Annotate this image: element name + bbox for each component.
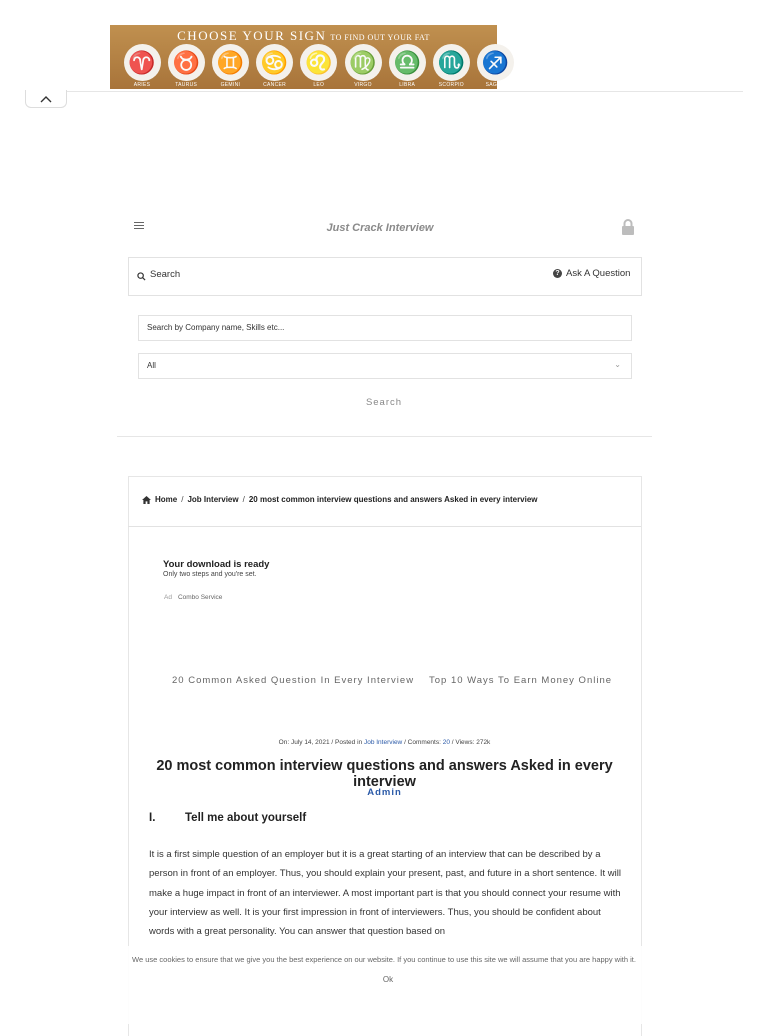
zodiac-sign-label: LEO xyxy=(313,82,325,88)
post-date: On: July 14, 2021 / Posted in xyxy=(278,739,363,746)
ad-title[interactable]: Your download is ready xyxy=(163,559,270,570)
question-heading: Tell me about yourself xyxy=(185,812,307,824)
zodiac-sign-aries[interactable] xyxy=(122,44,162,88)
zodiac-cancer-icon: ♋ xyxy=(256,44,293,81)
divider xyxy=(66,91,743,92)
zodiac-sign-label: ARIES xyxy=(133,82,151,88)
cookie-ok-button[interactable]: Ok xyxy=(382,975,394,984)
previous-post-link[interactable]: 20 Common Asked Question In Every Interview xyxy=(172,675,415,686)
zodiac-sign-label: SAGITT xyxy=(485,82,506,88)
ask-question-label: Ask A Question xyxy=(566,268,631,279)
lock-icon[interactable] xyxy=(621,219,635,240)
comments-count-link[interactable]: 20 xyxy=(442,739,450,746)
cookie-notice-text: We use cookies to ensure that we give you the best experience on our website. If you continue to use this site we will assume that you are happy with it. xyxy=(132,955,636,964)
article-paragraph: It is a first simple question of an employer but it is a great starting of an interview that can be described by a person in front of an employer. Thus, you should explain your present, past, and future in a short sentence. It will make a huge impact in front of an interviewer. A most important part is that you should connect your resume with your interview as well. It is your first impression in front of interviewers. Thus, you should be confident about words with a great personality. You can answer that question based on xyxy=(149,849,621,938)
ad-subtitle: Only two steps and you're set. xyxy=(163,571,257,578)
breadcrumb xyxy=(142,495,538,504)
question-circle-icon: ? xyxy=(553,269,562,278)
zodiac-leo-icon: ♌ xyxy=(300,44,337,81)
category-select-value: All xyxy=(147,361,156,370)
zodiac-banner-ad[interactable] xyxy=(110,25,510,89)
search-toggle[interactable]: Search xyxy=(150,269,181,280)
zodiac-taurus-icon: ♉ xyxy=(168,44,205,81)
zodiac-libra-icon: ♎ xyxy=(389,44,426,81)
breadcrumb-home[interactable]: Home xyxy=(155,495,178,504)
zodiac-sagitt-icon: ♐ xyxy=(477,44,514,81)
next-post-link[interactable]: Top 10 Ways To Earn Money Online xyxy=(429,675,613,686)
company-search-input[interactable] xyxy=(138,315,632,341)
zodiac-sign-label: SCORPIO xyxy=(438,82,464,88)
category-select[interactable] xyxy=(138,353,632,379)
zodiac-scorpio-icon: ♏ xyxy=(433,44,470,81)
chevron-up-icon xyxy=(40,95,52,103)
zodiac-virgo-icon: ♍ xyxy=(345,44,382,81)
banner-title: CHOOSE YOUR SIGN TO FIND OUT YOUR FAT xyxy=(177,28,430,43)
views-count: / Views: 272k xyxy=(451,739,491,746)
zodiac-sign-libra[interactable] xyxy=(387,44,427,88)
zodiac-sign-cancer[interactable] xyxy=(255,44,295,88)
author-link[interactable]: Admin xyxy=(367,787,402,798)
scroll-to-top-button[interactable] xyxy=(25,90,67,108)
zodiac-sign-scorpio[interactable] xyxy=(431,44,471,88)
zodiac-sign-label: TAURUS xyxy=(175,82,198,88)
search-submit-button[interactable]: Search xyxy=(365,397,403,408)
divider xyxy=(128,526,641,527)
zodiac-sign-label: VIRGO xyxy=(354,82,372,88)
divider xyxy=(128,476,641,477)
zodiac-gemini-icon: ♊ xyxy=(212,44,249,81)
post-category-link[interactable]: Job Interview xyxy=(363,739,403,746)
company-search-placeholder: Search by Company name, Skills etc... xyxy=(147,323,285,332)
site-title[interactable]: Just Crack Interview xyxy=(326,222,434,234)
zodiac-sign-label: GEMINI xyxy=(220,82,241,88)
comments-label: / Comments: xyxy=(404,739,441,746)
zodiac-sign-sagitt[interactable] xyxy=(476,44,516,88)
chevron-down-icon: ⌄ xyxy=(614,360,621,369)
divider xyxy=(117,436,652,437)
zodiac-aries-icon: ♈ xyxy=(124,44,161,81)
zodiac-sign-label: CANCER xyxy=(263,82,287,88)
breadcrumb-separator: / xyxy=(242,495,245,504)
zodiac-sign-leo[interactable] xyxy=(299,44,339,88)
search-icon[interactable] xyxy=(137,268,146,286)
post-meta xyxy=(128,739,641,746)
ad-advertiser: Combo Service xyxy=(177,594,223,601)
breadcrumb-separator: / xyxy=(181,495,184,504)
ad-attribution[interactable] xyxy=(164,594,222,601)
article-title: 20 most common interview questions and answers Asked in every interview xyxy=(156,758,613,790)
zodiac-sign-virgo[interactable] xyxy=(343,44,383,88)
ad-badge: Ad xyxy=(164,594,172,601)
zodiac-sign-gemini[interactable] xyxy=(210,44,250,88)
hamburger-icon[interactable] xyxy=(134,222,144,231)
breadcrumb-current: 20 most common interview questions and answers Asked in every interview xyxy=(248,495,538,504)
zodiac-sign-label: LIBRA xyxy=(399,82,416,88)
home-icon xyxy=(142,496,151,504)
ask-question-button[interactable] xyxy=(553,268,630,279)
zodiac-sign-taurus[interactable] xyxy=(166,44,206,88)
breadcrumb-category[interactable]: Job Interview xyxy=(187,495,239,504)
question-number: I. xyxy=(149,812,156,824)
